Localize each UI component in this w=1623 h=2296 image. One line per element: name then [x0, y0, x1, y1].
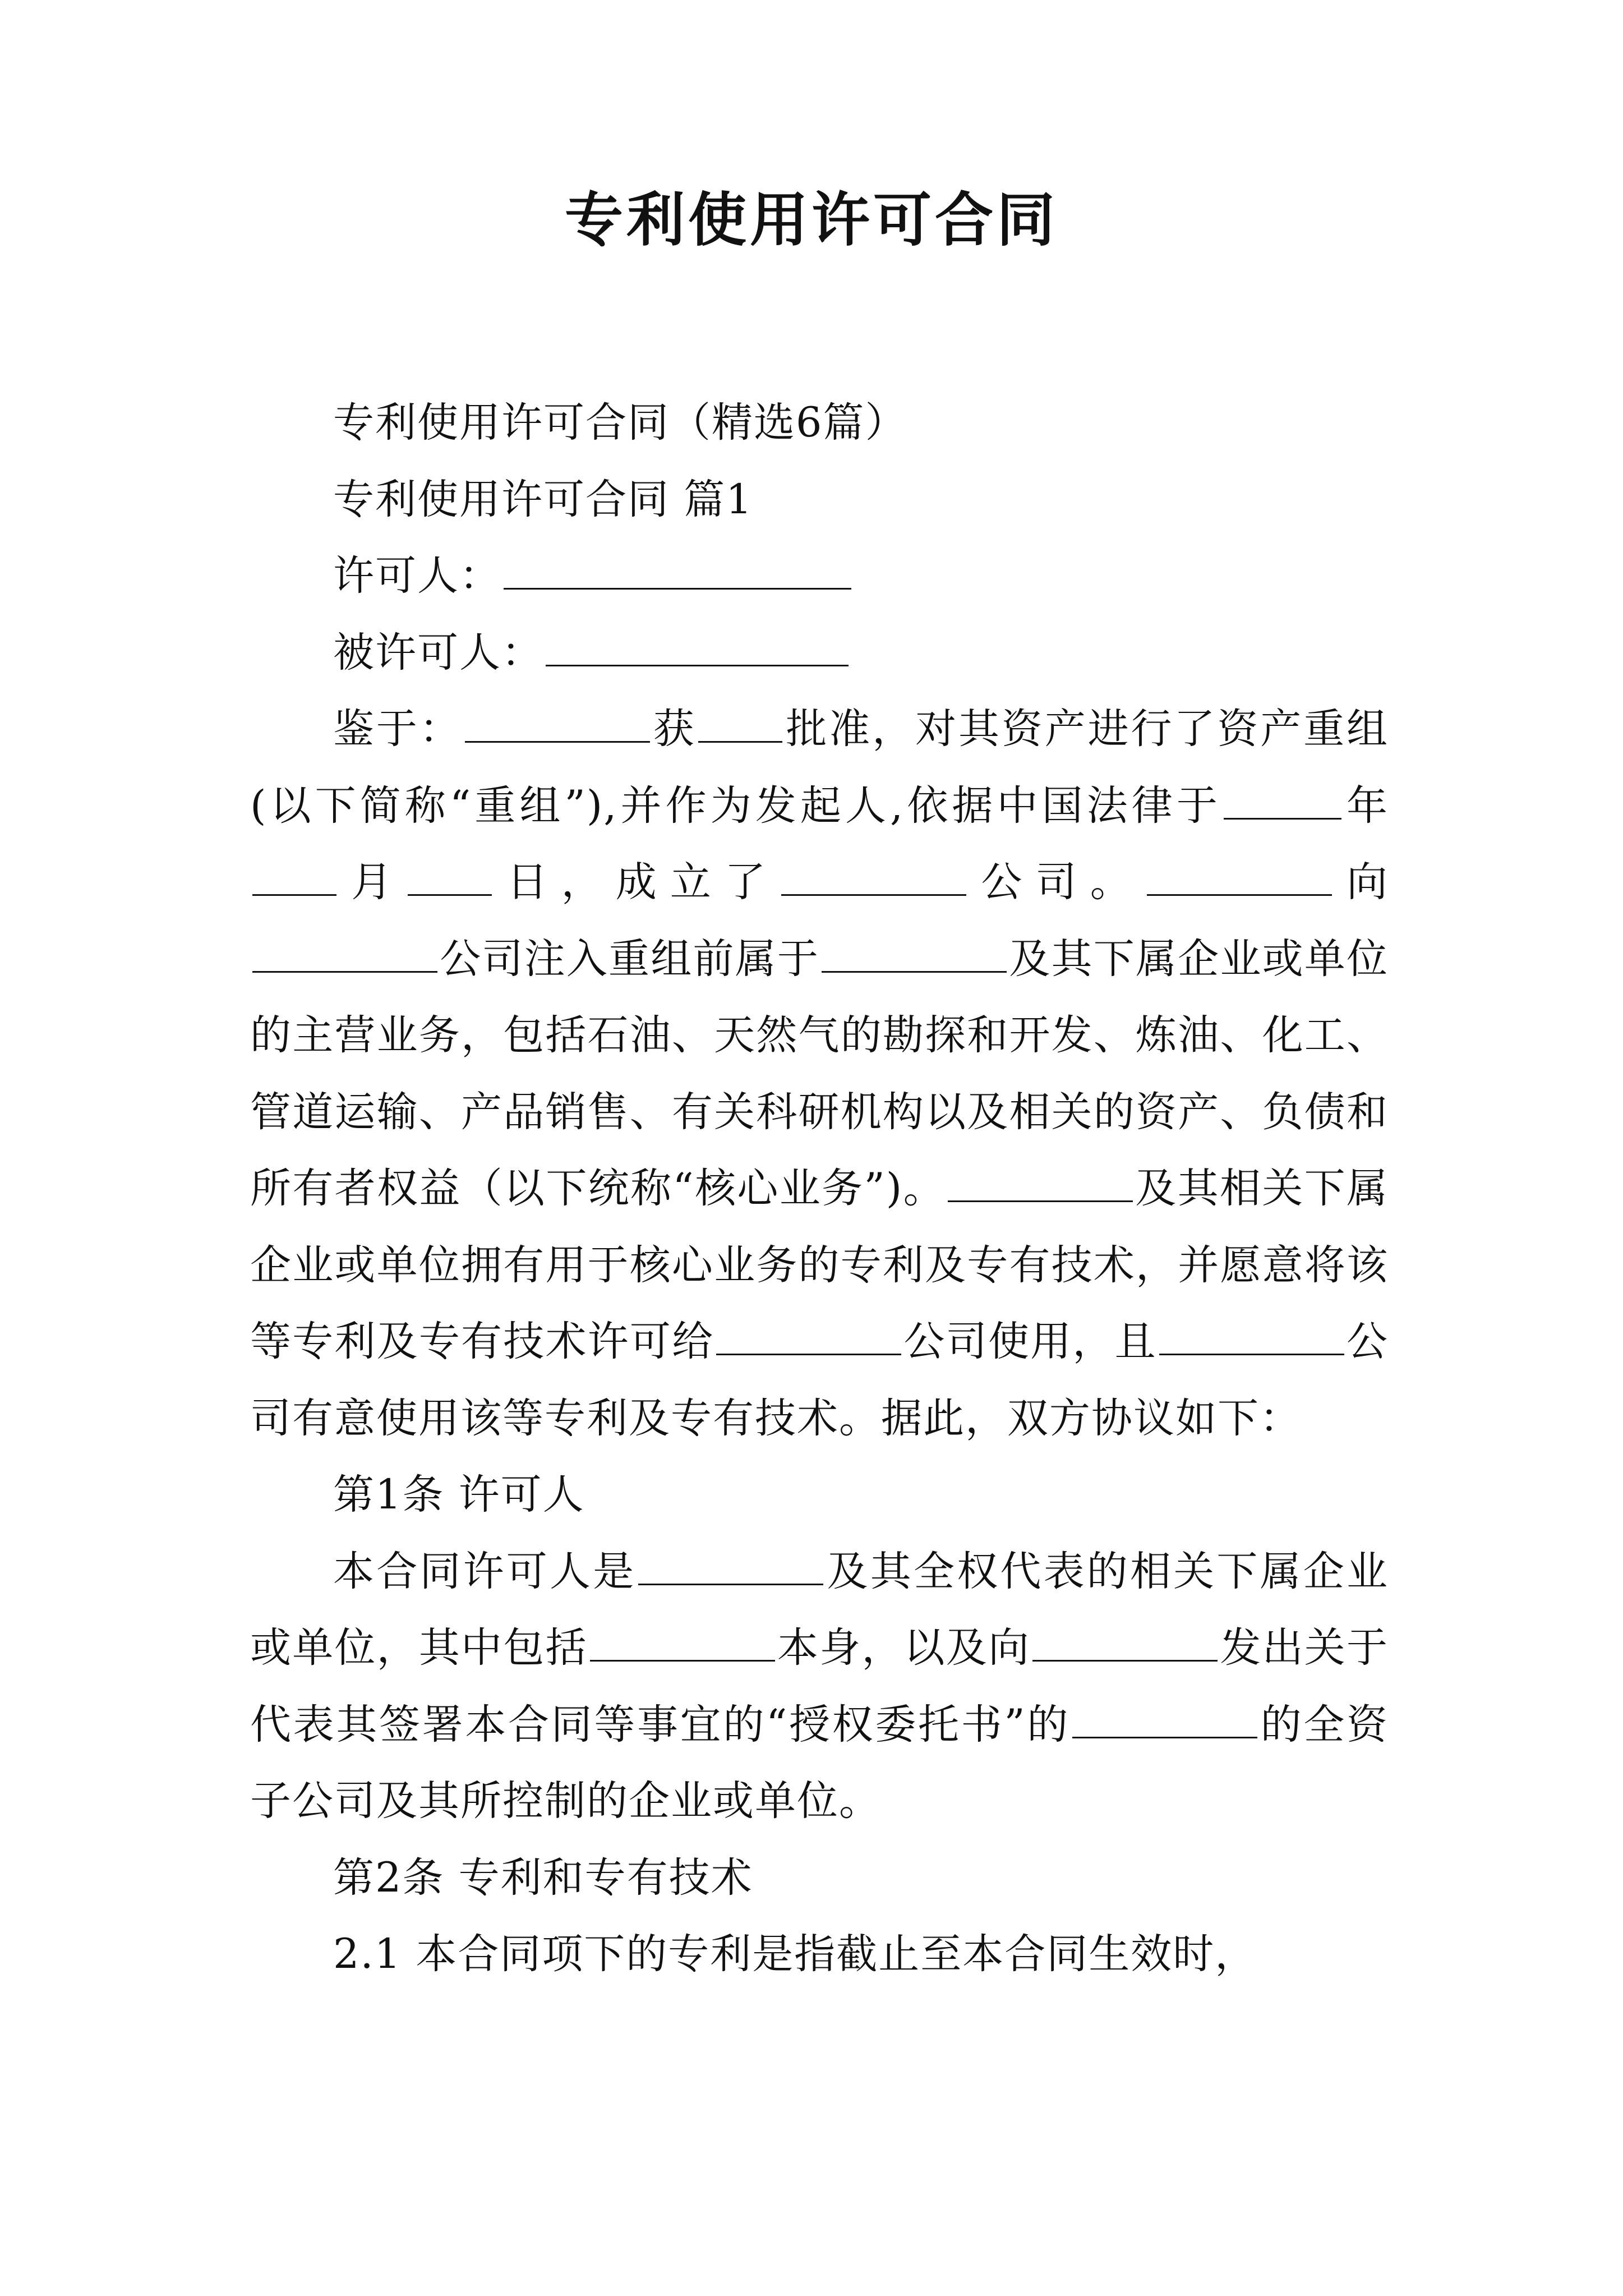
- document-title: 专利使用许可合同: [564, 185, 1058, 254]
- fill-blank: [252, 855, 336, 896]
- article1-text-4: 发出关于代表其签署本合同等事宜的“授权委托书”的: [250, 1624, 1389, 1749]
- subtitle-paragraph: [250, 385, 1389, 462]
- recital-text-6: 日，成立了: [494, 858, 780, 906]
- document-body: [250, 385, 1389, 1993]
- fill-blank: [1032, 1621, 1218, 1662]
- article2-1-paragraph: [250, 1916, 1389, 1993]
- licensor-label: 许可人：: [333, 552, 501, 600]
- article1-text-3: 本身，以及向: [777, 1624, 1031, 1672]
- subtitle-text: 专利使用许可合同（精选6篇）: [333, 399, 907, 447]
- article2-1-text: 2.1 本合同项下的专利是指截止至本合同生效时，: [333, 1930, 1257, 1978]
- fill-blank: [948, 1162, 1133, 1202]
- fill-blank: [1147, 855, 1332, 896]
- licensor-line: [250, 538, 1389, 615]
- article2-heading-paragraph: [250, 1840, 1389, 1917]
- fill-blank: [590, 1621, 775, 1662]
- licensor-blank: [504, 549, 851, 590]
- fill-blank: [698, 702, 782, 743]
- recital-text-7: 公司。: [969, 858, 1145, 906]
- fill-blank: [1224, 779, 1341, 819]
- recital-text-1: 鉴于：: [333, 705, 463, 753]
- fill-blank: [1159, 1315, 1344, 1355]
- article2-heading: 第2条 专利和专有技术: [333, 1853, 753, 1902]
- fill-blank: [1072, 1697, 1257, 1738]
- licensee-blank: [546, 625, 849, 666]
- recital-text-11: 及其相关下属企业或单位拥有用于核心业务的专利及专有技术，并愿意将该等专利及专有技术许可给: [250, 1165, 1389, 1365]
- recital-text-10: 及其下属企业或单位的主营业务，包括石油、天然气的勘探和开发、炼油、化工、管道运输、产品销售、有关科研机构以及相关的资产、负债和所有者权益（以下统称“核心业务”)。: [250, 935, 1389, 1212]
- fill-blank: [408, 855, 492, 896]
- recital-text-12: 公司使用，且: [903, 1318, 1157, 1365]
- section-heading-paragraph: [250, 462, 1389, 539]
- fill-blank: [465, 702, 650, 743]
- licensee-label: 被许可人：: [333, 628, 543, 677]
- article1-text-5: 的全资子公司及其所控制的企业或单位。: [250, 1700, 1389, 1825]
- recital-text-3: 批准，对其资产进行了资产重组(以下简称“重组”),并作为发起人,依据中国法律于: [250, 705, 1389, 830]
- article1-text-1: 本合同许可人是: [333, 1547, 637, 1595]
- licensee-line: [250, 615, 1389, 692]
- recital-text-5: 月: [339, 858, 406, 906]
- recital-text-9: 公司注入重组前属于: [440, 935, 820, 983]
- recital-text-8: 向: [1334, 858, 1389, 906]
- recital-text-4: 年: [1343, 781, 1389, 830]
- fill-blank: [716, 1315, 901, 1355]
- recital-text-2: 获: [652, 705, 697, 753]
- article1-heading-paragraph: [250, 1457, 1389, 1534]
- fill-blank: [638, 1544, 823, 1585]
- recital-text-13: 公司有意使用该等专利及专有技术。据此，双方协议如下：: [250, 1318, 1389, 1442]
- article1-paragraph: [250, 1534, 1389, 1840]
- section-heading: 专利使用许可合同 篇1: [333, 475, 753, 523]
- article1-text-2: 及其全权代表的相关下属企业或单位，其中包括: [250, 1547, 1389, 1672]
- recital-paragraph: [250, 691, 1389, 1457]
- fill-blank: [252, 932, 437, 972]
- article1-heading: 第1条 许可人: [333, 1471, 585, 1519]
- fill-blank: [822, 932, 1007, 972]
- fill-blank: [781, 855, 966, 896]
